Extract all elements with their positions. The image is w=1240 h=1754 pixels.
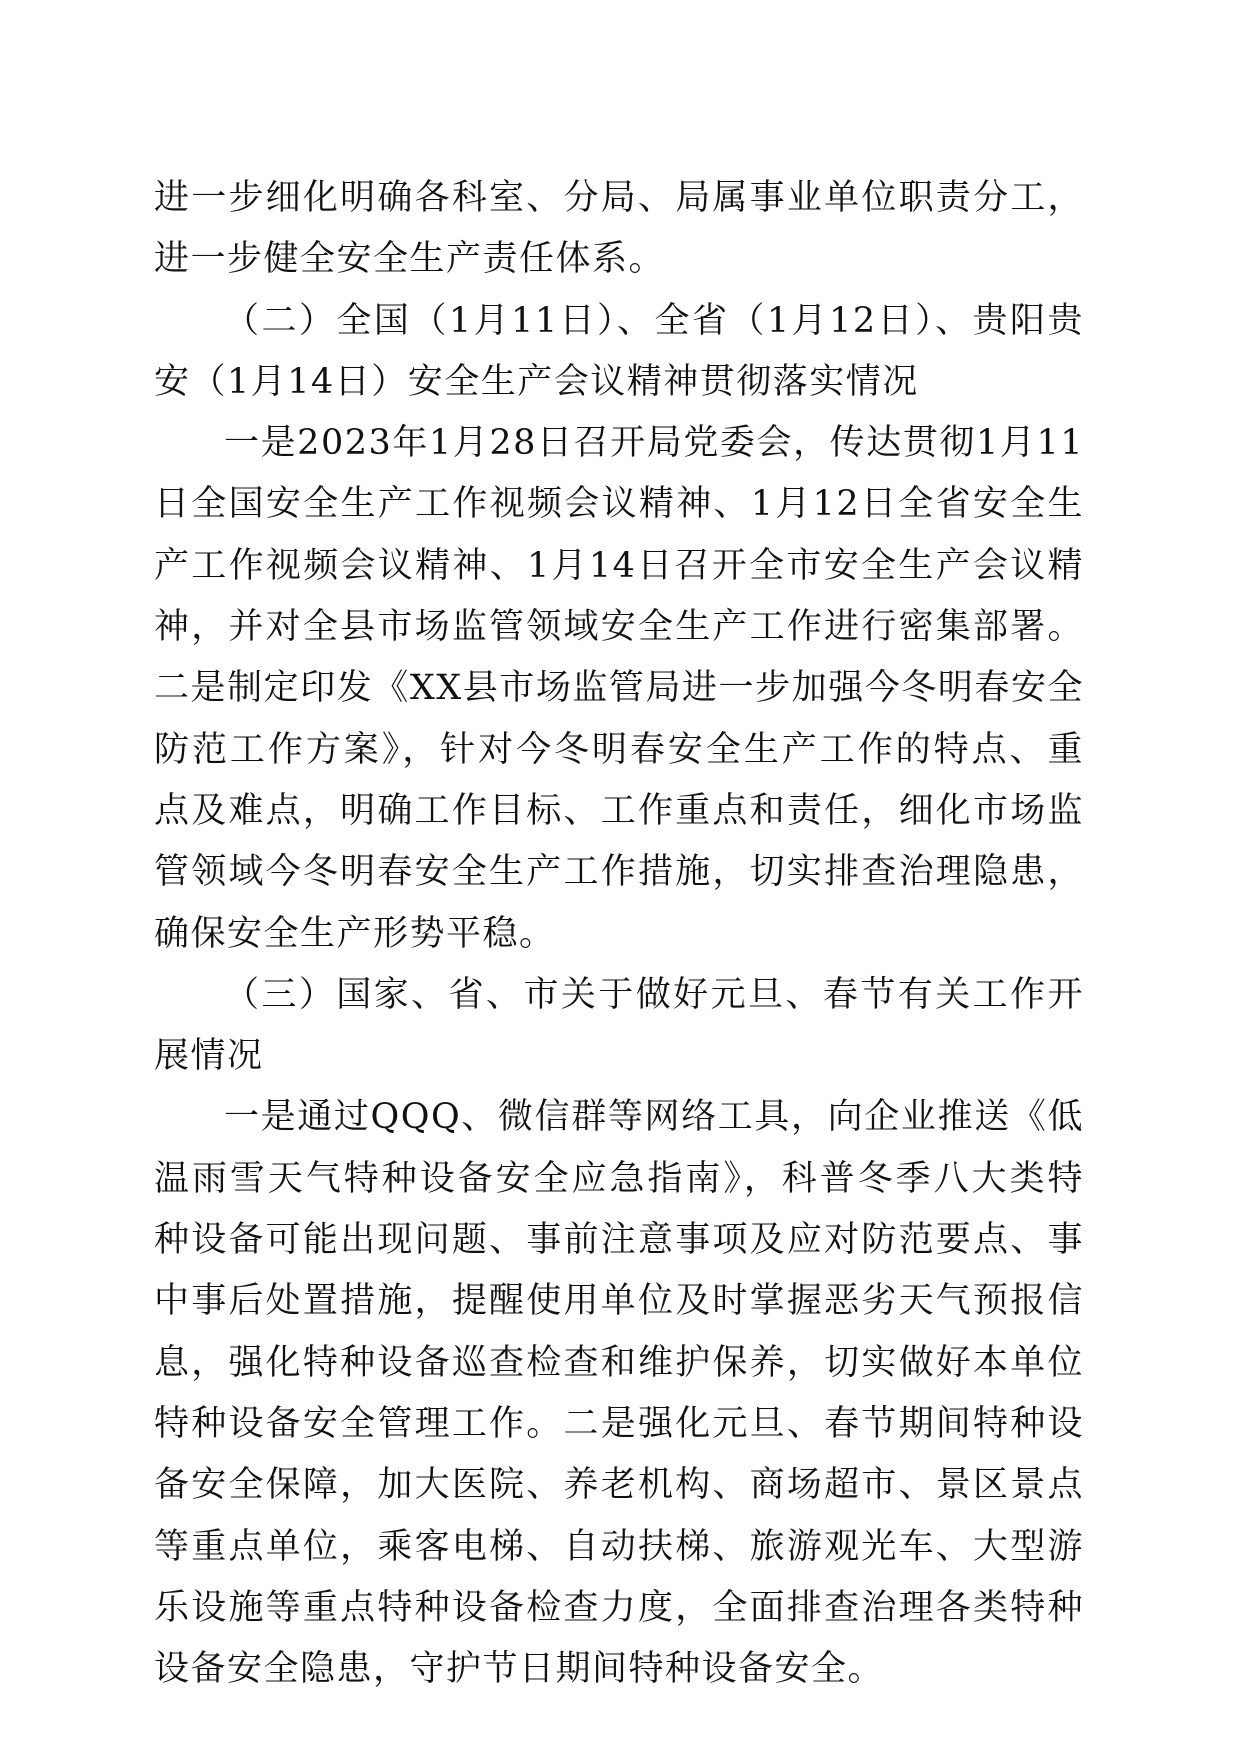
paragraph-body-2: 一是2023年1月28日召开局党委会，传达贯彻1月11日全国安全生产工作视频会议精神、1月12日全省安全生产工作视频会议精神、1月14日召开全市安全生产会议精神，并对全县市场监管领域安全生产工作进行密集部署。二是制定印发《XX县市场监管局进一步加强今冬明春安全防范工作方案》，针对今冬明春安全生产工作的特点、重点及难点，明确工作目标、工作重点和责任，细化市场监管领域今冬明春安全生产工作措施，切实排查治理隐患，确保安全生产形势平稳。 bbox=[154, 423, 1084, 954]
document-body bbox=[154, 168, 1084, 1700]
paragraph-body-3: 一是通过QQQ、微信群等网络工具，向企业推送《低温雨雪天气特种设备安全应急指南》，科普冬季八大类特种设备可能出现问题、事前注意事项及应对防范要点、事中事后处置措施，提醒使用单位及时掌握恶劣天气预报信息，强化特种设备巡查检查和维护保养，切实做好本单位特种设备安全管理工作。二是强化元旦、春节期间特种设备安全保障，加大医院、养老机构、商场超市、景区景点等重点单位，乘客电梯、自动扶梯、旅游观光车、大型游乐设施等重点特种设备检查力度，全面排查治理各类特种设备安全隐患，守护节日期间特种设备安全。 bbox=[154, 1097, 1084, 1690]
paragraph-continuation: 进一步细化明确各科室、分局、局属事业单位职责分工，进一步健全安全生产责任体系。 bbox=[154, 178, 1084, 280]
section-heading-3: （三）国家、省、市关于做好元旦、春节有关工作开展情况 bbox=[154, 974, 1084, 1077]
section-heading-2: （二）全国（1月11日）、全省（1月12日）、贵阳贵安（1月14日）安全生产会议精神贯彻落实情况 bbox=[154, 300, 1084, 402]
